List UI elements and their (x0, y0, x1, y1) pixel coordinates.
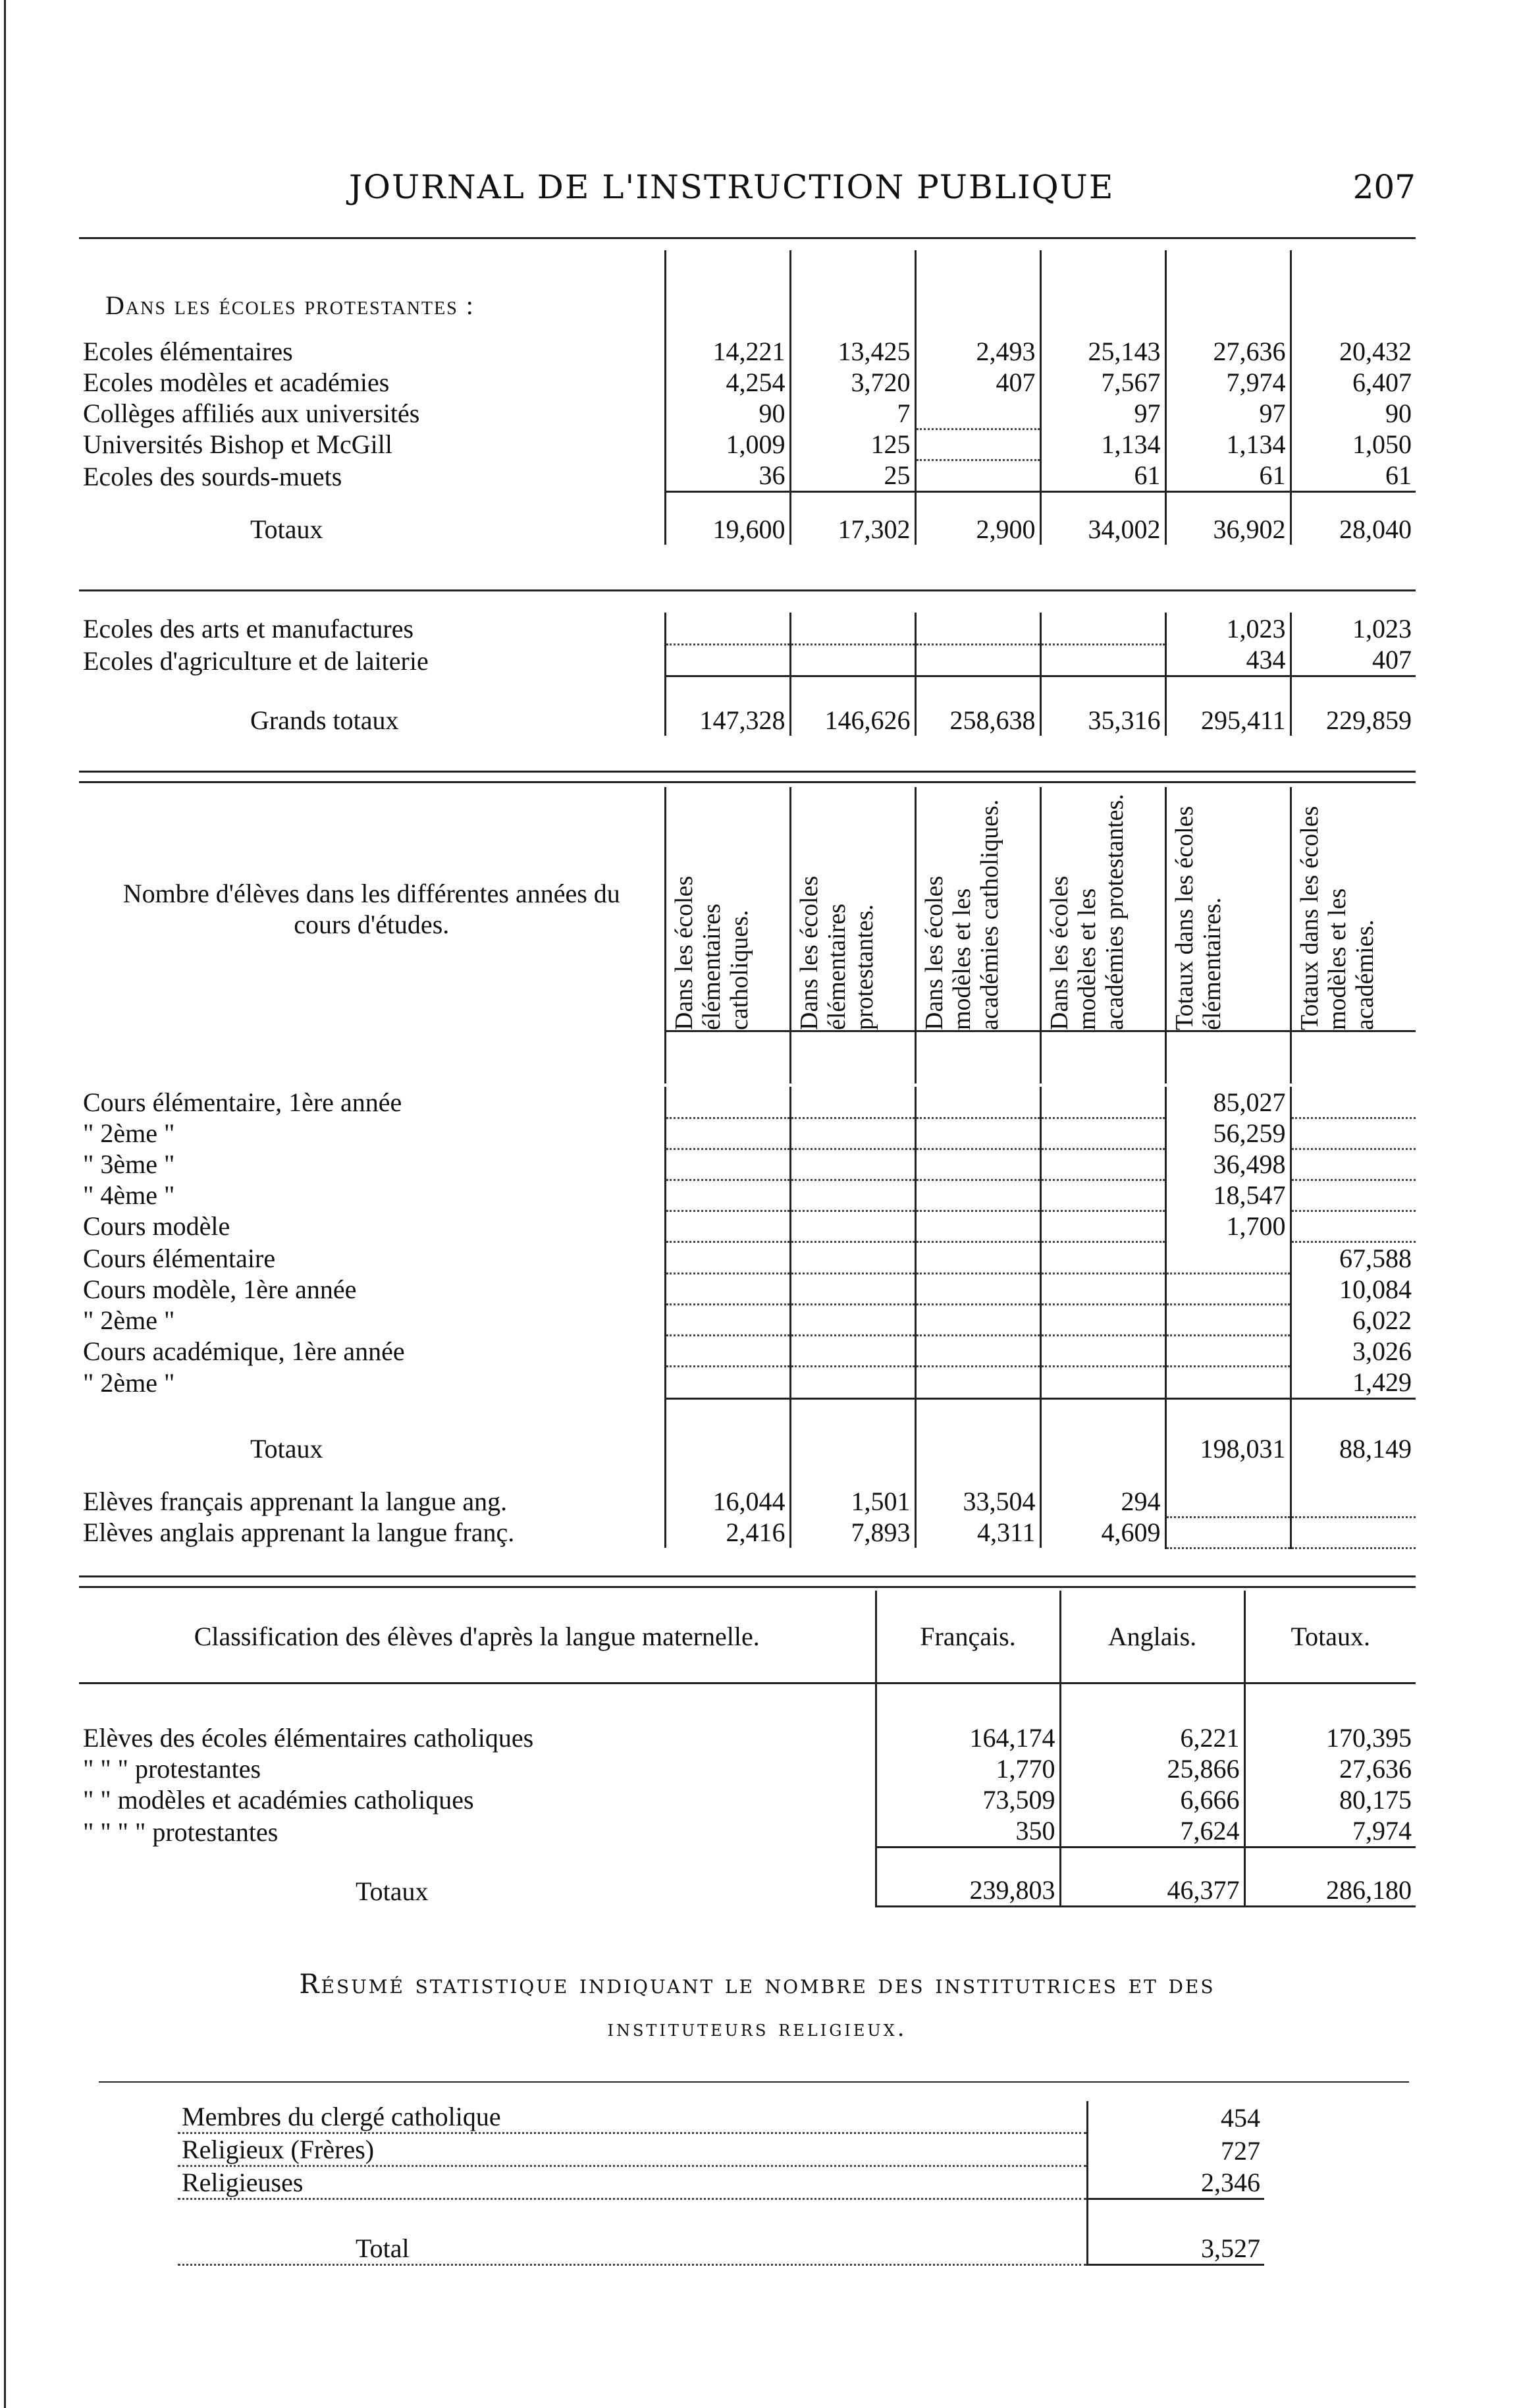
table-row (79, 460, 1416, 492)
cell (665, 1242, 790, 1274)
cell: 295,411 (1165, 676, 1291, 736)
table-row (79, 1784, 1416, 1815)
cell: 10,084 (1291, 1274, 1416, 1305)
cell (915, 1149, 1040, 1180)
row-label: Cours académique, 1ère année (83, 1336, 405, 1366)
cell: 3,527 (1088, 2199, 1264, 2265)
table-row (79, 1336, 1416, 1367)
cell: 407 (1291, 644, 1416, 676)
table-row (79, 336, 1416, 367)
cell: 25,866 (1060, 1753, 1244, 1784)
cell (665, 1087, 790, 1118)
cell: 1,050 (1291, 429, 1416, 460)
row-label: " 2ème " (83, 1118, 175, 1148)
row-label: " 4ème " (83, 1180, 175, 1210)
row-label: Ecoles élémentaires (83, 337, 293, 366)
table-row (79, 1180, 1416, 1211)
grand-totals-row (79, 676, 1416, 736)
cell (1040, 613, 1165, 644)
cell (1291, 1517, 1416, 1548)
cell (790, 1087, 915, 1118)
row-label: Cours élémentaire (83, 1243, 276, 1273)
cell: 67,588 (1291, 1242, 1416, 1274)
cell: 147,328 (665, 676, 790, 736)
cell (665, 1211, 790, 1242)
row-label: Ecoles des arts et manufactures (83, 614, 414, 643)
cell: 4,254 (665, 367, 790, 398)
cell (1040, 1274, 1165, 1305)
cell: 13,425 (790, 336, 915, 367)
cell (1291, 1211, 1416, 1242)
totals-row (79, 492, 1416, 545)
cell (915, 644, 1040, 676)
cell: 19,600 (665, 492, 790, 545)
cell: 28,040 (1291, 492, 1416, 545)
cell: 1,134 (1165, 429, 1291, 460)
cell: 85,027 (1165, 1087, 1291, 1118)
column-header: Anglais. (1060, 1591, 1244, 1683)
table-row (79, 1149, 1416, 1180)
cell: 3,026 (1291, 1336, 1416, 1367)
cell (790, 1398, 915, 1464)
cell: 239,803 (876, 1847, 1060, 1907)
rule (79, 589, 1416, 591)
cell (790, 1211, 915, 1242)
cell: 16,044 (665, 1464, 790, 1517)
row-label: Religieux (Frères) (178, 2133, 1088, 2166)
resume-title: Résumé statistique indiquant le nombre des institutrices et des (299, 1969, 1215, 2000)
row-label: " " modèles et académies catholiques (83, 1785, 474, 1815)
cell: 164,174 (876, 1722, 1060, 1753)
cell (915, 429, 1040, 460)
cell: 286,180 (1244, 1847, 1416, 1907)
cell (1040, 1118, 1165, 1149)
column-header (1165, 787, 1291, 1031)
rule (79, 1575, 1416, 1577)
totals-row (178, 2199, 1264, 2265)
row-label: " 2ème " (83, 1368, 175, 1398)
table-row (79, 1087, 1416, 1118)
cell (790, 1118, 915, 1149)
totals-label: Totaux (250, 1434, 323, 1464)
row-label: Collèges affiliés aux universités (83, 398, 420, 428)
cell (1165, 1517, 1291, 1548)
page-edge-shadow (4, 0, 6, 2408)
cell (665, 1149, 790, 1180)
cell (915, 1087, 1040, 1118)
cell: 6,022 (1291, 1305, 1416, 1336)
cell (665, 1118, 790, 1149)
cell: 61 (1165, 460, 1291, 492)
rule (79, 1586, 1416, 1588)
row-label: Elèves anglais apprenant la langue franç. (83, 1518, 515, 1547)
cell (915, 613, 1040, 644)
cell: 198,031 (1165, 1398, 1291, 1464)
cell (1165, 1274, 1291, 1305)
langue-title: Classification des élèves d'après la langue maternelle. (194, 1621, 760, 1651)
cell: 27,636 (1244, 1753, 1416, 1784)
cours-etudes-body (79, 1087, 1416, 1549)
table-row (79, 1211, 1416, 1242)
cell (1291, 1180, 1416, 1211)
cell (1291, 1118, 1416, 1149)
cell (665, 1398, 790, 1464)
column-header-text: Dans les écoles élémentaires protestantes. (795, 875, 878, 1030)
cell (790, 1274, 915, 1305)
row-label: " 2ème " (83, 1305, 175, 1335)
cell: 25 (790, 460, 915, 492)
cell: 727 (1088, 2133, 1264, 2166)
totals-label: Totaux (356, 1876, 429, 1906)
table-row (79, 644, 1416, 676)
cell: 1,023 (1165, 613, 1291, 644)
table-row (79, 1367, 1416, 1399)
cell: 125 (790, 429, 915, 460)
cell: 434 (1165, 644, 1291, 676)
row-label: Religieuses (178, 2166, 1088, 2199)
cell: 1,009 (665, 429, 790, 460)
column-header-text: Dans les écoles modèles et les académies catholiques. (920, 799, 1003, 1030)
cell: 1,429 (1291, 1367, 1416, 1399)
cell (790, 1242, 915, 1274)
table-row (79, 1118, 1416, 1149)
cell: 33,504 (915, 1464, 1040, 1517)
cell (665, 1336, 790, 1367)
cell: 170,395 (1244, 1722, 1416, 1753)
table-row (79, 613, 1416, 644)
cell (790, 613, 915, 644)
cell (1040, 1336, 1165, 1367)
cell (665, 644, 790, 676)
cell (915, 1336, 1040, 1367)
row-label: Elèves des écoles élémentaires catholiques (83, 1723, 534, 1753)
cell: 6,221 (1060, 1722, 1244, 1753)
cell: 36,902 (1165, 492, 1291, 545)
cell: 146,626 (790, 676, 915, 736)
cell (1040, 1398, 1165, 1464)
column-header: Totaux. (1244, 1591, 1416, 1683)
cell: 7,624 (1060, 1815, 1244, 1847)
cell (1291, 1087, 1416, 1118)
row-label: " " " " protestantes (83, 1817, 279, 1847)
cell (915, 460, 1040, 492)
table-row (79, 1274, 1416, 1305)
cell: 97 (1040, 398, 1165, 429)
cell (915, 1274, 1040, 1305)
cell: 18,547 (1165, 1180, 1291, 1211)
column-header (915, 787, 1040, 1031)
table-row (79, 367, 1416, 398)
cell: 7,974 (1165, 367, 1291, 398)
cell: 7,974 (1244, 1815, 1416, 1847)
rule (79, 781, 1416, 783)
cell (915, 1211, 1040, 1242)
section-heading: Dans les écoles protestantes : (105, 290, 475, 320)
cell: 97 (1165, 398, 1291, 429)
cell (790, 1336, 915, 1367)
table-row (79, 1815, 1416, 1847)
cell: 407 (915, 367, 1040, 398)
cell (790, 1149, 915, 1180)
table-header-row (79, 1591, 1416, 1683)
row-label: Elèves français apprenant la langue ang. (83, 1487, 508, 1516)
table-row (178, 2133, 1264, 2166)
table-row (79, 398, 1416, 429)
page-number: 207 (1352, 168, 1416, 206)
cell: 6,407 (1291, 367, 1416, 398)
cell (1040, 1211, 1165, 1242)
table-row (79, 1464, 1416, 1517)
cell: 6,666 (1060, 1784, 1244, 1815)
langue-maternelle-table (79, 1591, 1416, 1907)
cell (915, 1398, 1040, 1464)
totals-label: Totaux (250, 514, 323, 544)
cell: 2,493 (915, 336, 1040, 367)
cell (790, 644, 915, 676)
cell: 1,134 (1040, 429, 1165, 460)
cell (1040, 644, 1165, 676)
cell (1040, 1367, 1165, 1399)
table-row (79, 429, 1416, 460)
cell: 2,346 (1088, 2166, 1264, 2199)
cell: 229,859 (1291, 676, 1416, 736)
column-header (790, 787, 915, 1031)
cell (915, 1180, 1040, 1211)
cell (915, 1367, 1040, 1399)
table-row (79, 1305, 1416, 1336)
row-label: Cours modèle, 1ère année (83, 1274, 357, 1304)
cell (1040, 1180, 1165, 1211)
cell (1165, 1305, 1291, 1336)
cell: 61 (1291, 460, 1416, 492)
cell: 73,509 (876, 1784, 1060, 1815)
row-label: Cours modèle (83, 1211, 230, 1241)
cell: 34,002 (1040, 492, 1165, 545)
cell (915, 1118, 1040, 1149)
cell: 80,175 (1244, 1784, 1416, 1815)
totals-row (79, 1847, 1416, 1907)
cell: 258,638 (915, 676, 1040, 736)
cell: 36,498 (1165, 1149, 1291, 1180)
row-label: " 3ème " (83, 1149, 175, 1179)
column-header-text: Totaux dans les écoles élémentaires. (1170, 806, 1226, 1030)
cell: 7,567 (1040, 367, 1165, 398)
row-label: Ecoles modèles et académies (83, 368, 390, 397)
cell: 25,143 (1040, 336, 1165, 367)
cell: 36 (665, 460, 790, 492)
row-label: Universités Bishop et McGill (83, 429, 392, 459)
cell (665, 613, 790, 644)
cell: 350 (876, 1815, 1060, 1847)
totals-row (79, 1398, 1416, 1464)
resume-subtitle: instituteurs religieux. (607, 2015, 907, 2042)
cell: 4,311 (915, 1517, 1040, 1548)
row-label: " " " protestantes (83, 1754, 261, 1784)
cell (1291, 1464, 1416, 1517)
cell: 3,720 (790, 367, 915, 398)
cours-title: Nombre d'élèves dans les différentes années du cours d'études. (122, 879, 620, 939)
cell: 1,023 (1291, 613, 1416, 644)
table-row (79, 1242, 1416, 1274)
protestant-schools-table (79, 250, 1416, 545)
running-header (92, 168, 1416, 214)
cell: 454 (1088, 2101, 1264, 2133)
table-row (178, 2101, 1264, 2133)
cell (665, 1274, 790, 1305)
cell: 17,302 (790, 492, 915, 545)
cell (790, 1180, 915, 1211)
cell: 2,416 (665, 1517, 790, 1548)
table-row (178, 2166, 1264, 2199)
cell (1291, 1149, 1416, 1180)
rule (79, 771, 1416, 773)
row-label: Membres du clergé catholique (178, 2101, 1088, 2133)
cell: 88,149 (1291, 1398, 1416, 1464)
column-header (1040, 787, 1165, 1031)
cell: 1,501 (790, 1464, 915, 1517)
cell (1040, 1149, 1165, 1180)
column-header (1291, 787, 1416, 1031)
cell (1165, 1367, 1291, 1399)
cell (1165, 1242, 1291, 1274)
row-label: Ecoles des sourds-muets (83, 461, 342, 491)
table-row (79, 1722, 1416, 1753)
cell: 4,609 (1040, 1517, 1165, 1548)
rule (79, 237, 1416, 239)
cell: 27,636 (1165, 336, 1291, 367)
cell (1040, 1242, 1165, 1274)
column-header: Français. (876, 1591, 1060, 1683)
cell: 7 (790, 398, 915, 429)
cell (915, 398, 1040, 429)
cell (915, 1305, 1040, 1336)
cell: 2,900 (915, 492, 1040, 545)
cell (1040, 1305, 1165, 1336)
resume-table (178, 2101, 1264, 2266)
row-label: Cours élémentaire, 1ère année (83, 1087, 402, 1117)
cell (1040, 1087, 1165, 1118)
cell: 1,700 (1165, 1211, 1291, 1242)
cours-etudes-table (79, 787, 1416, 1083)
cell: 90 (1291, 398, 1416, 429)
rule (99, 2081, 1409, 2083)
cell: 1,770 (876, 1753, 1060, 1784)
cell (665, 1305, 790, 1336)
cell: 7,893 (790, 1517, 915, 1548)
cell: 46,377 (1060, 1847, 1244, 1907)
cell: 56,259 (1165, 1118, 1291, 1149)
column-header-text: Totaux dans les écoles modèles et les académies. (1295, 806, 1379, 1030)
grand-totals-label: Grands totaux (250, 705, 399, 735)
cell (1165, 1336, 1291, 1367)
cell: 90 (665, 398, 790, 429)
table-row (79, 1517, 1416, 1548)
cell: 35,316 (1040, 676, 1165, 736)
column-header-text: Dans les écoles élémentaires catholiques. (670, 875, 753, 1030)
table-row (79, 1753, 1416, 1784)
journal-title: JOURNAL DE L'INSTRUCTION PUBLIQUE (349, 168, 1115, 206)
column-header-text: Dans les écoles modèles et les académies protestantes. (1045, 793, 1129, 1030)
cell: 20,432 (1291, 336, 1416, 367)
cell (915, 1242, 1040, 1274)
cell (790, 1367, 915, 1399)
special-schools-table (79, 613, 1416, 736)
cell: 61 (1040, 460, 1165, 492)
totals-label: Total (178, 2199, 1088, 2265)
row-label: Ecoles d'agriculture et de laiterie (83, 645, 429, 676)
cell: 14,221 (665, 336, 790, 367)
column-header (665, 787, 790, 1031)
cell: 294 (1040, 1464, 1165, 1517)
table-header-row (79, 787, 1416, 1031)
cell (790, 1305, 915, 1336)
cell (1165, 1464, 1291, 1517)
cell (665, 1367, 790, 1399)
cell (665, 1180, 790, 1211)
